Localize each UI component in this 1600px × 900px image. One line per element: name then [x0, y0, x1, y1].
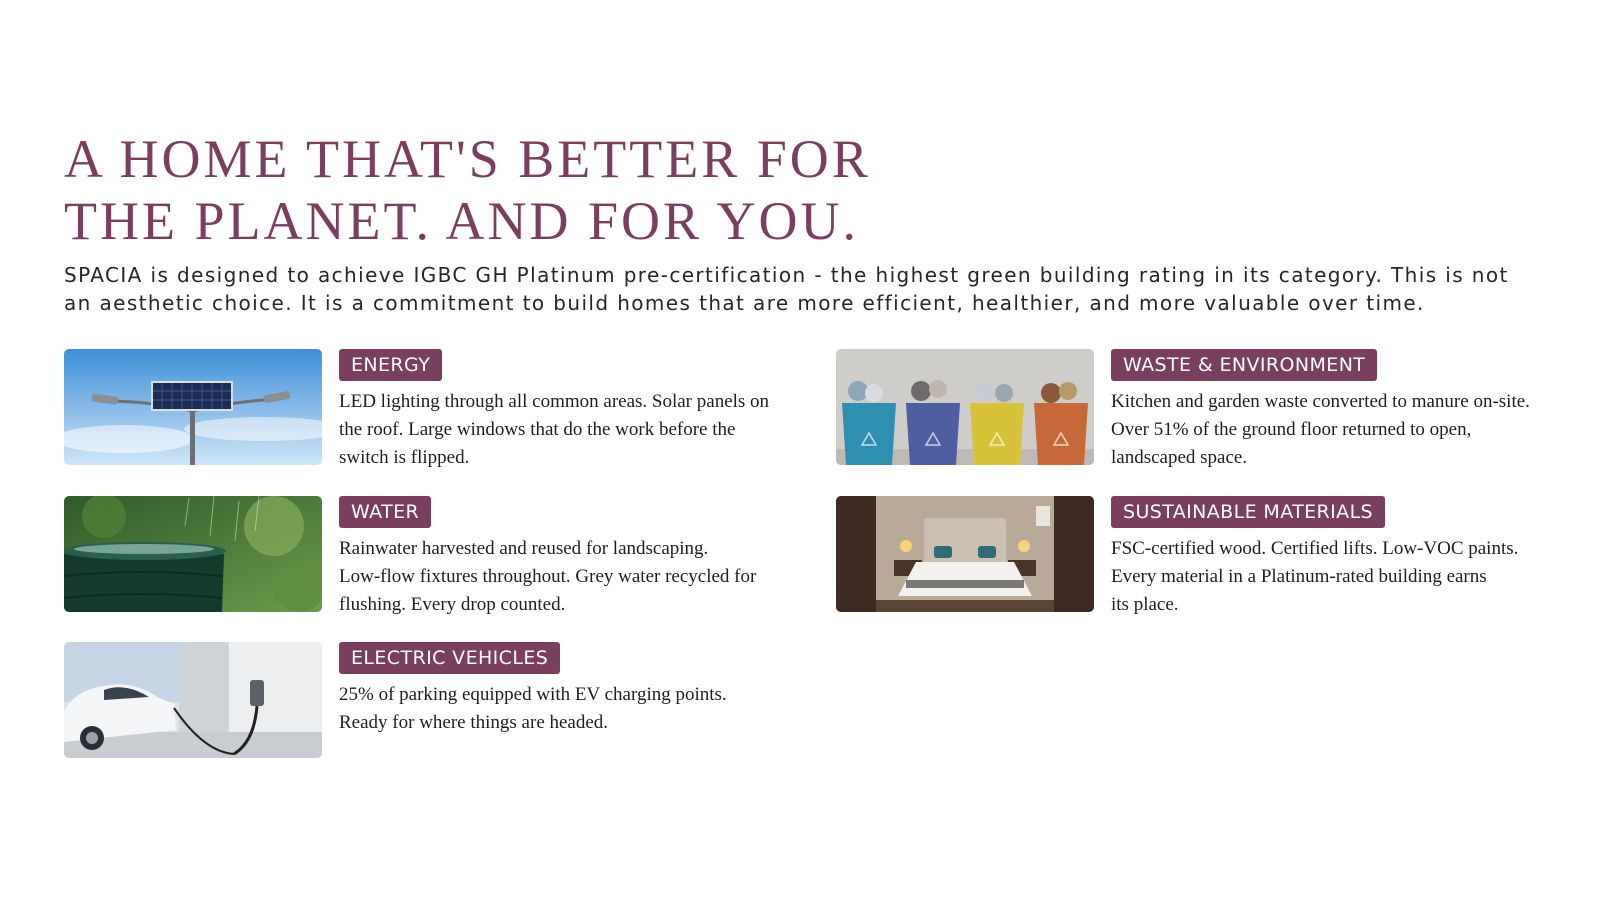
water-line-2: Low-flow fixtures throughout. Grey water recycled for	[339, 566, 757, 587]
solar-streetlight-image	[64, 349, 322, 465]
intro-paragraph	[64, 261, 1544, 317]
waste-environment-description	[1111, 388, 1551, 472]
page-headline	[64, 128, 964, 252]
rain-barrel-image	[64, 496, 322, 612]
materials-line-2: Every material in a Platinum-rated building earns	[1111, 566, 1487, 587]
headline-line-2: THE PLANET. AND FOR YOU.	[64, 191, 859, 251]
ev-line-2: Ready for where things are headed.	[339, 712, 609, 733]
energy-line-3: switch is flipped.	[339, 447, 470, 468]
energy-tag: ENERGY	[339, 349, 442, 381]
electric-vehicles-tag: ELECTRIC VEHICLES	[339, 642, 560, 674]
ev-charging-image	[64, 642, 322, 758]
waste-environment-tag: WASTE & ENVIRONMENT	[1111, 349, 1377, 381]
energy-description	[339, 388, 779, 472]
intro-line-1: SPACIA is designed to achieve IGBC GH Platinum pre-certification - the highest green building rating in its category. This is not an	[64, 263, 1509, 315]
sustainable-materials-description	[1111, 535, 1551, 619]
materials-line-1: FSC-certified wood. Certified lifts. Low-VOC paints.	[1111, 538, 1519, 559]
headline-line-1: A HOME THAT'S BETTER FOR	[64, 129, 871, 189]
waste-line-2: Over 51% of the ground floor returned to open,	[1111, 419, 1472, 440]
intro-line-2: aesthetic choice. It is a commitment to build homes that are more efficient, healthier, and more valuable over time.	[99, 291, 1425, 315]
electric-vehicles-description	[339, 681, 779, 737]
energy-line-1: LED lighting through all common areas. Solar panels on	[339, 391, 770, 412]
energy-line-2: the roof. Large windows that do the work before the	[339, 419, 736, 440]
bedroom-interior-image	[836, 496, 1094, 612]
water-description	[339, 535, 779, 619]
water-tag: WATER	[339, 496, 431, 528]
ev-line-1: 25% of parking equipped with EV charging points.	[339, 684, 727, 705]
water-line-1: Rainwater harvested and reused for landscaping.	[339, 538, 709, 559]
sustainable-materials-tag: SUSTAINABLE MATERIALS	[1111, 496, 1385, 528]
recycling-bins-image	[836, 349, 1094, 465]
waste-line-3: landscaped space.	[1111, 447, 1248, 468]
materials-line-3: its place.	[1111, 594, 1179, 615]
water-line-3: flushing. Every drop counted.	[339, 594, 566, 615]
waste-line-1: Kitchen and garden waste converted to manure on-site.	[1111, 391, 1530, 412]
